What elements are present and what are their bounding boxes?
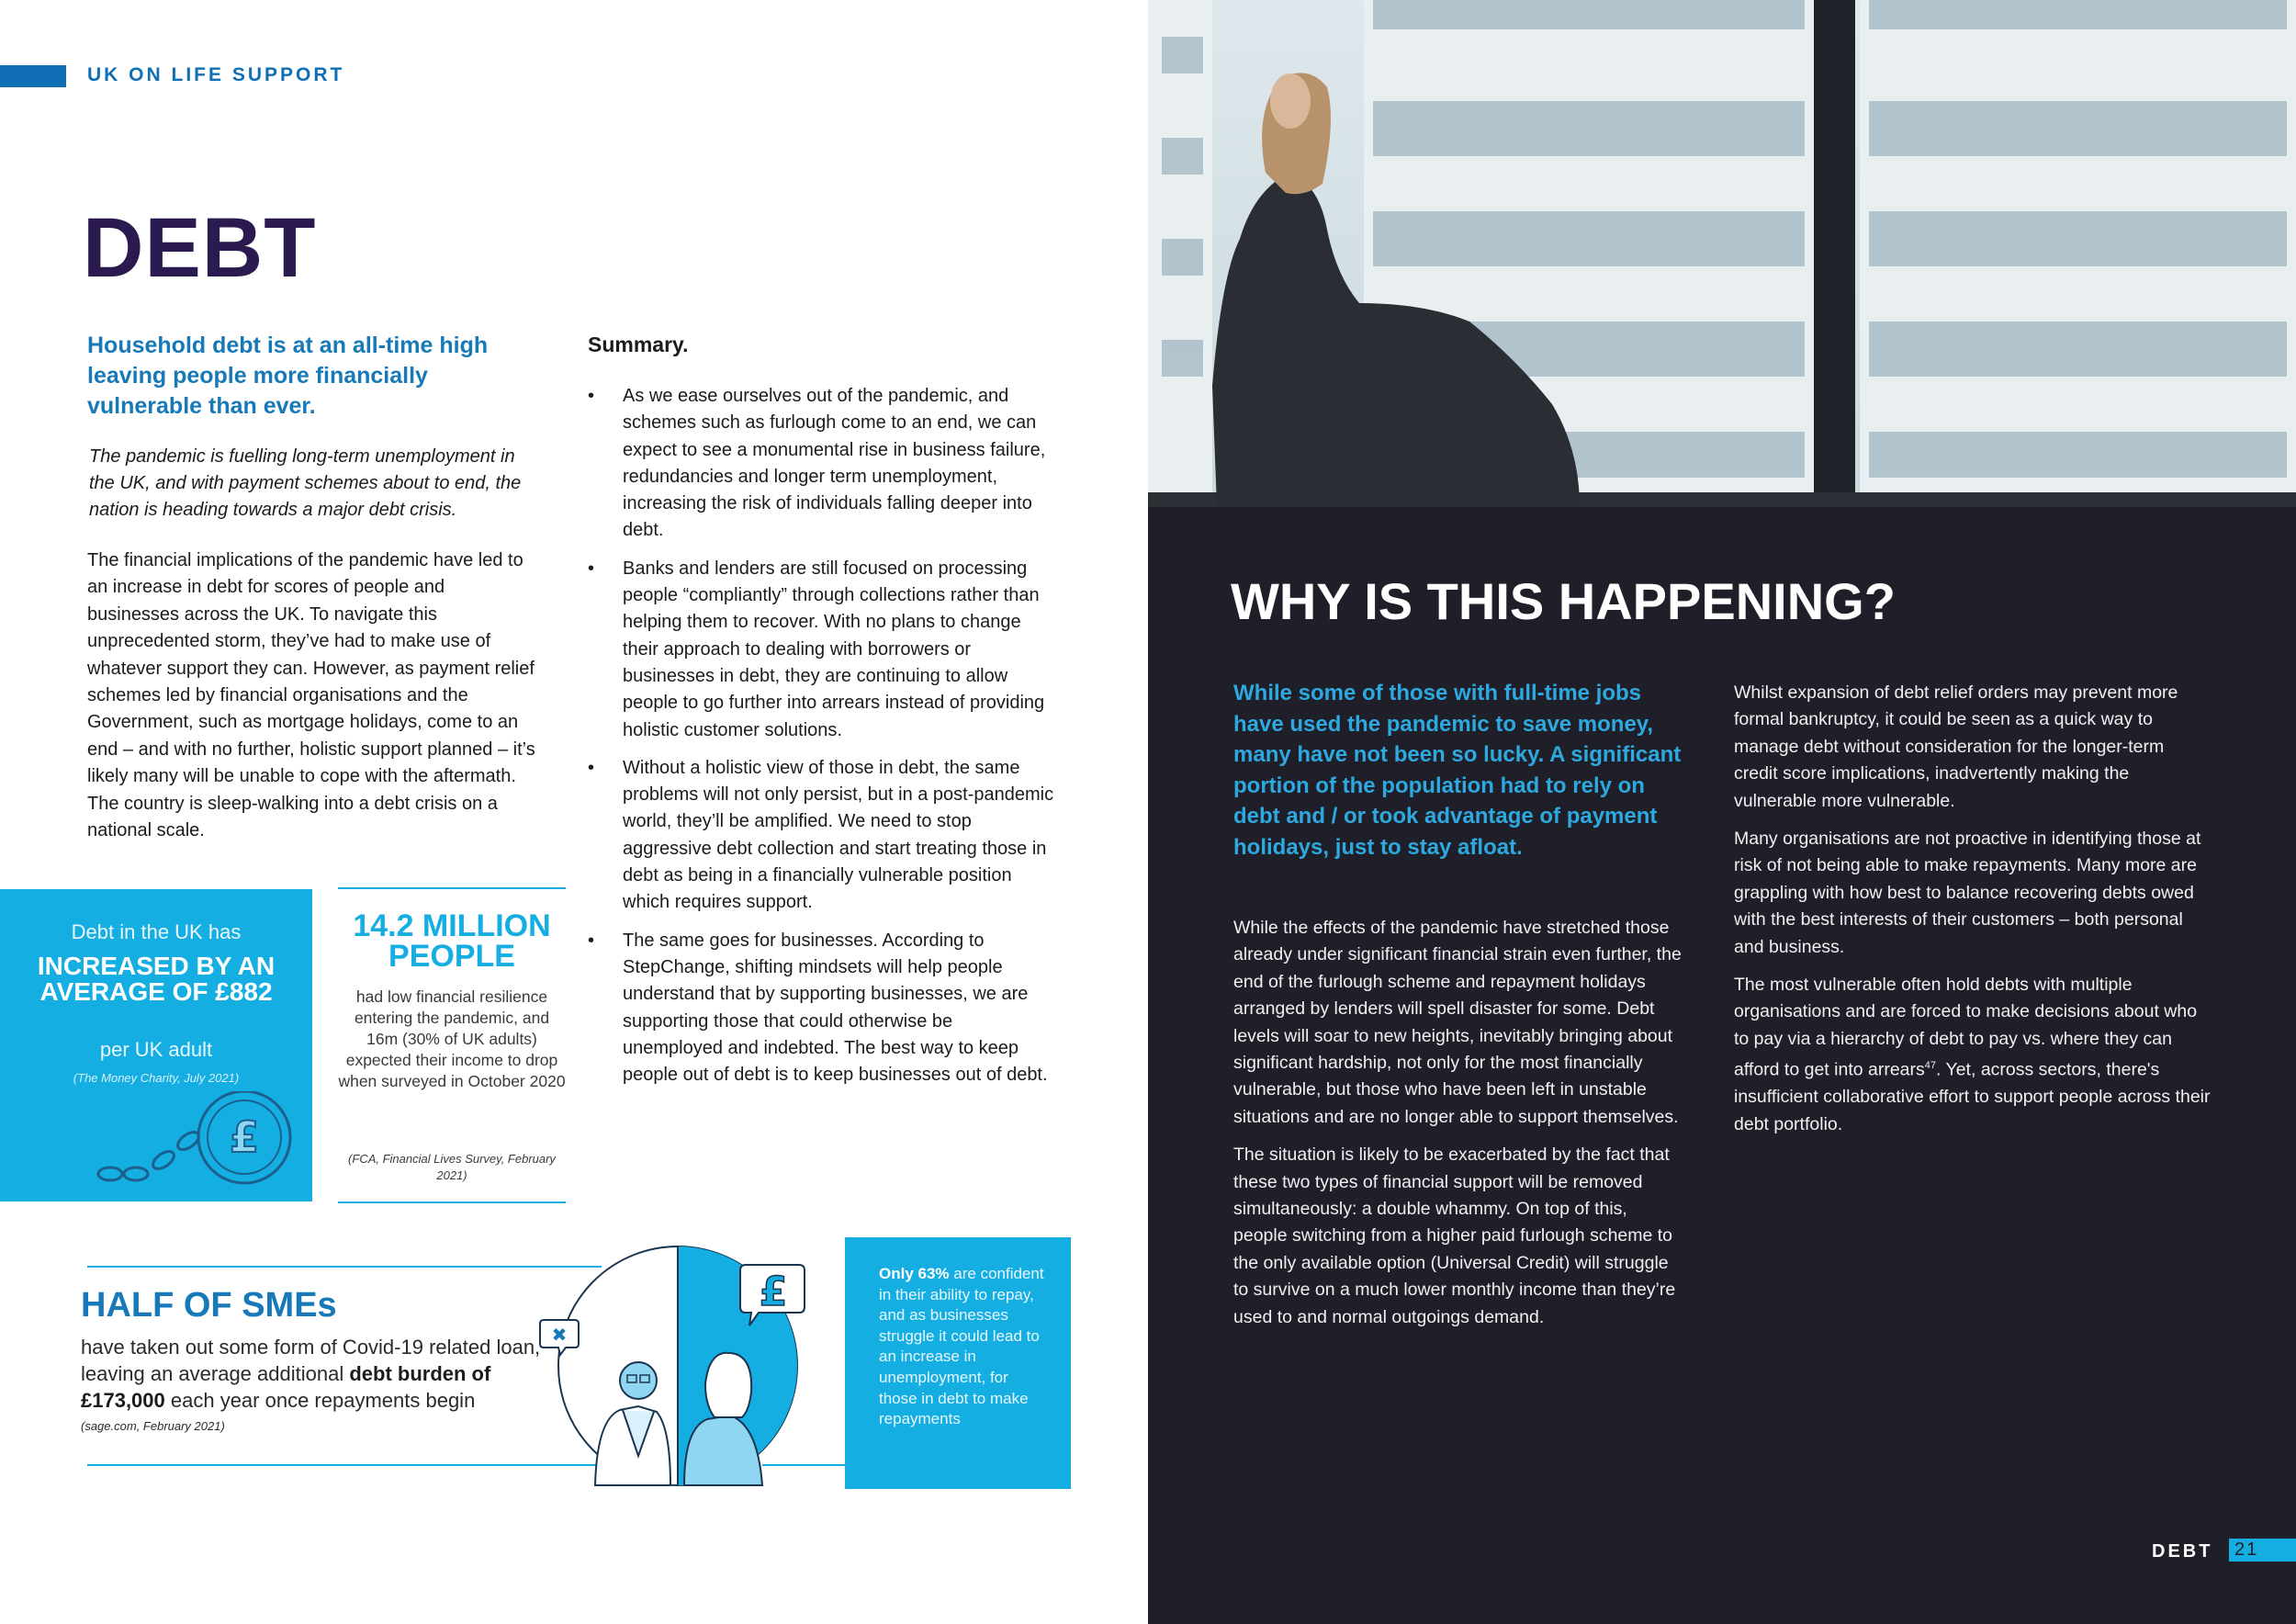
summary-item: • The same goes for businesses. According to StepChange, shifting mindsets will help people understand that by supporting businesses, we are supporting those that could otherwise be unemployed and indebted. The best way to keep people out of debt is to keep businesses out of debt. bbox=[588, 928, 1056, 1089]
summary-item: • Banks and lenders are still focused on processing people “compliantly” through collections rather than helping them to recover. With no plans to change their approach to dealing with borrowers or businesses in debt, they are continuing to allow people to go further into arrears instead of providing holistic customer solutions. bbox=[588, 556, 1056, 744]
section-color-bar bbox=[0, 65, 66, 87]
why-paragraph: While the effects of the pandemic have stretched those already under significant financial strain even further, the end of the furlough scheme and repayment holidays arranged by lenders will spell disaster for some. Debt levels will soar to new heights, inevitably bringing about significant hardship, not only for the most financially vulnerable, but those who have been left in unstable situations and are no longer able to support themselves. bbox=[1233, 918, 1682, 1127]
pound-chain-icon bbox=[92, 1091, 303, 1192]
sme-source: (sage.com, February 2021) bbox=[81, 1419, 225, 1433]
footer-section-label: DEBT bbox=[2152, 1541, 2213, 1562]
why-paragraph: The situation is likely to be exacerbated by the fact that these two types of financial support will be removed simultaneously: a double whammy. On top of this, people switching from a higher paid furlough scheme to the only available option (Universal Credit) will struggle to survive on a much lower monthly income than they’re used to and normal outgoings demand. bbox=[1233, 1145, 1676, 1327]
sme-top-rule bbox=[87, 1266, 602, 1268]
stat-unit: per UK adult bbox=[99, 1038, 213, 1061]
why-paragraph: Whilst expansion of debt relief orders may prevent more formal bankruptcy, it could be seen as a quick way to manage debt without consideration for the longer-term credit score implications, inadvertently making the vulnerable more vulnerable. bbox=[1734, 682, 2178, 811]
sme-bottom-rule bbox=[87, 1464, 602, 1466]
body-paragraph: The financial implications of the pandemic have led to an increase in debt for scores of people and businesses across the UK. To navigate this unprecedented storm, they’ve had to make use of whatever support they can. However, as payment relief schemes led by financial organisations and the Government, such as mortgage holidays, come to an end – and with no further, holistic support planned – it’s likely many will be unable to cope with the aftermath. The country is sleep-walking into a debt crisis on a national scale. bbox=[87, 550, 535, 841]
stat-intro: Debt in the UK has bbox=[71, 920, 242, 943]
sme-heading: HALF OF SMEs bbox=[81, 1286, 337, 1325]
lead-paragraph: Household debt is at an all-time high leaving people more financially vulnerable than ever. bbox=[87, 333, 489, 419]
section-label: UK ON LIFE SUPPORT bbox=[87, 64, 345, 85]
stat-source: (The Money Charity, July 2021) bbox=[73, 1071, 240, 1085]
summary-list bbox=[588, 383, 1056, 1100]
woman-at-window-photo bbox=[1148, 0, 2296, 507]
stat2-bottom-rule bbox=[338, 1201, 566, 1203]
svg-text:£: £ bbox=[759, 1269, 788, 1315]
why-column-2 bbox=[1734, 680, 2212, 1149]
page-number: 21 bbox=[2234, 1539, 2259, 1560]
stat2-headline: 14.2 MILLION PEOPLE bbox=[353, 908, 551, 974]
summary-item: • As we ease ourselves out of the pandemic, and schemes such as furlough come to an end, we can expect to see a monumental rise in business failure, redundancies and longer term unemployment, increasing the risk of individuals falling deeper into debt. bbox=[588, 383, 1056, 545]
intro-italic: The pandemic is fuelling long-term unemployment in the UK, and with payment schemes about to end, the nation is heading towards a major debt crisis. bbox=[89, 446, 522, 520]
stat2-text: had low financial resilience entering the pandemic, and 16m (30% of UK adults) expected their income to drop when surveyed in October 2020 bbox=[338, 987, 566, 1090]
svg-text:✖: ✖ bbox=[551, 1324, 568, 1346]
stat2-top-rule bbox=[338, 887, 566, 889]
why-lead: While some of those with full-time jobs have used the pandemic to save money, many have not been so lucky. A significant portion of the population had to rely on debt and / or took advantage of payment holidays, just to stay afloat. bbox=[1233, 681, 1682, 860]
why-column-1 bbox=[1233, 915, 1683, 1342]
why-paragraph: Many organisations are not proactive in identifying those at risk of not being able to make repayments. Many more are grappling with how best to balance recovering debts owed with the best interests of their customers – both personal and business. bbox=[1734, 829, 2201, 957]
stat2-source: (FCA, Financial Lives Survey, February 2021) bbox=[348, 1152, 556, 1182]
stat-headline: INCREASED BY AN AVERAGE OF £882 bbox=[37, 952, 276, 1006]
summary-item: • Without a holistic view of those in debt, the same problems will not only persist, but in a post-pandemic world, they’ll be amplified. We need to stop aggressive debt collection and start treating those in debt as being in a financially vulnerable position which requires support. bbox=[588, 755, 1056, 917]
svg-text:£: £ bbox=[229, 1112, 260, 1162]
summary-heading: Summary. bbox=[588, 333, 689, 356]
confidence-text: Only 63% are confident in their ability to repay, and as businesses struggle it could lead to an increase in unemployment, for those in debt to make repayments bbox=[879, 1265, 1044, 1428]
debt-increase-stat-box bbox=[0, 889, 312, 1201]
sme-text: have taken out some form of Covid-19 related loan, leaving an average additional debt burden of £173,000 each year once repayments begin bbox=[81, 1336, 541, 1412]
why-paragraph: The most vulnerable often hold debts with multiple organisations and are forced to make decisions about who to pay via a hierarchy of debt to pay vs. where they can afford to get into arrears$^{47}$. Yet, across sectors, there's insufficient collaborative effort to support people across their debt portfolio. bbox=[1734, 975, 2211, 1134]
business-people-illustration bbox=[533, 1245, 845, 1493]
page-title: DEBT bbox=[83, 201, 317, 295]
why-heading: WHY IS THIS HAPPENING? bbox=[1231, 572, 1896, 630]
